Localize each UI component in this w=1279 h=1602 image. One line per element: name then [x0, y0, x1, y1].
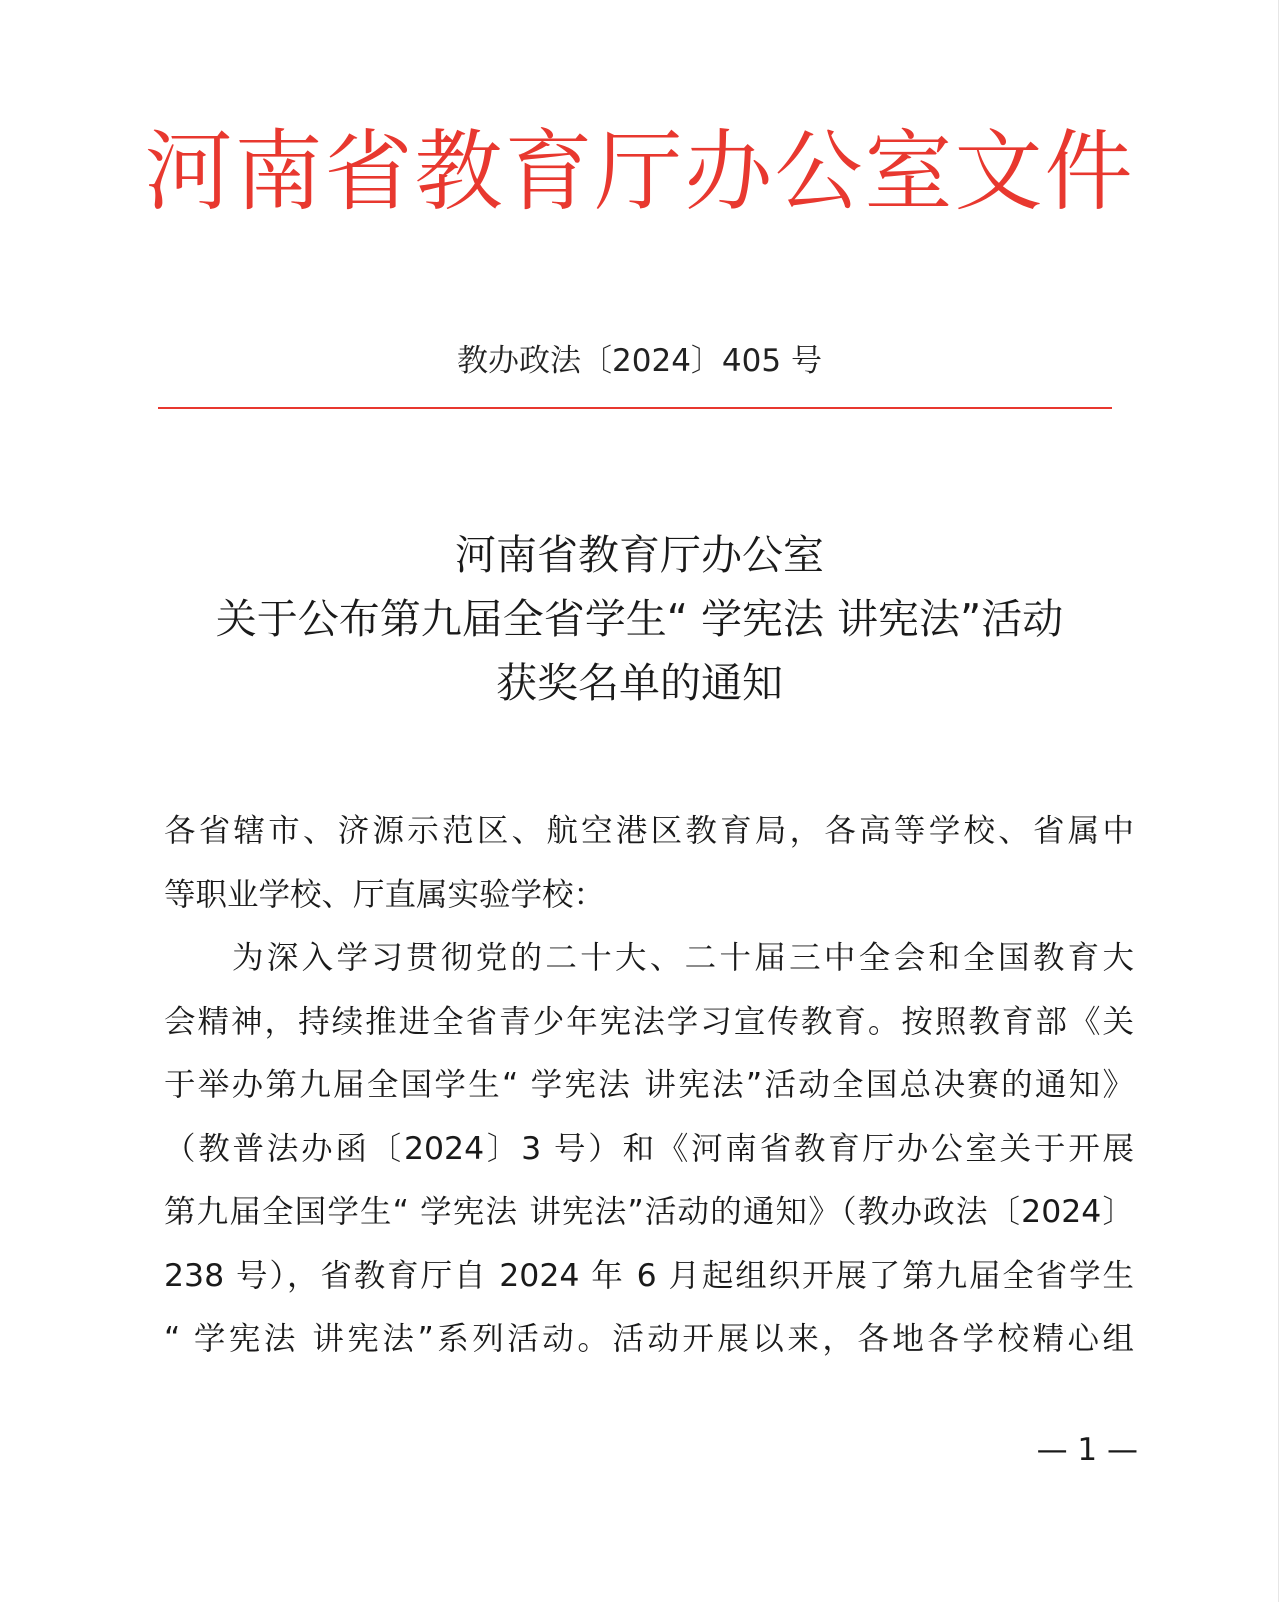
- red-divider-line: [158, 407, 1112, 409]
- body-line: 238 号），省教育厅自 2024 年 6 月起组织开展了第九届全省学生: [164, 1257, 1134, 1294]
- notice-title-line-2: 关于公布第九届全省学生“ 学宪法 讲宪法”活动: [215, 595, 1064, 643]
- body-line: 第九届全国学生“ 学宪法 讲宪法”活动的通知》（教办政法〔2024〕: [164, 1194, 1134, 1230]
- document-number: 教办政法〔2024〕405 号: [457, 343, 822, 379]
- body-line: 等职业学校、厅直属实验学校：: [164, 876, 606, 913]
- body-line: 各省辖市、济源示范区、航空港区教育局，各高等学校、省属中: [164, 813, 1134, 849]
- body-line: “ 学宪法 讲宪法”系列活动。活动开展以来，各地各学校精心组: [164, 1321, 1134, 1357]
- notice-body: [164, 800, 1134, 1372]
- notice-title-line-3: 获奖名单的通知: [496, 659, 783, 707]
- document-header-title: 河南省教育厅办公室文件: [144, 120, 1135, 223]
- body-line: 为深入学习贯彻党的二十大、二十届三中全会和全国教育大: [232, 940, 1134, 976]
- body-line: 于举办第九届全国学生“ 学宪法 讲宪法”活动全国总决赛的通知》: [164, 1067, 1134, 1103]
- page-number: — 1 —: [1036, 1432, 1138, 1468]
- body-line: 会精神，持续推进全省青少年宪法学习宣传教育。按照教育部《关: [164, 1003, 1134, 1040]
- notice-title: [0, 523, 1279, 715]
- notice-title-line-1: 河南省教育厅办公室: [455, 531, 824, 579]
- body-line: （教普法办函〔2024〕3 号）和《河南省教育厅办公室关于开展: [164, 1130, 1134, 1167]
